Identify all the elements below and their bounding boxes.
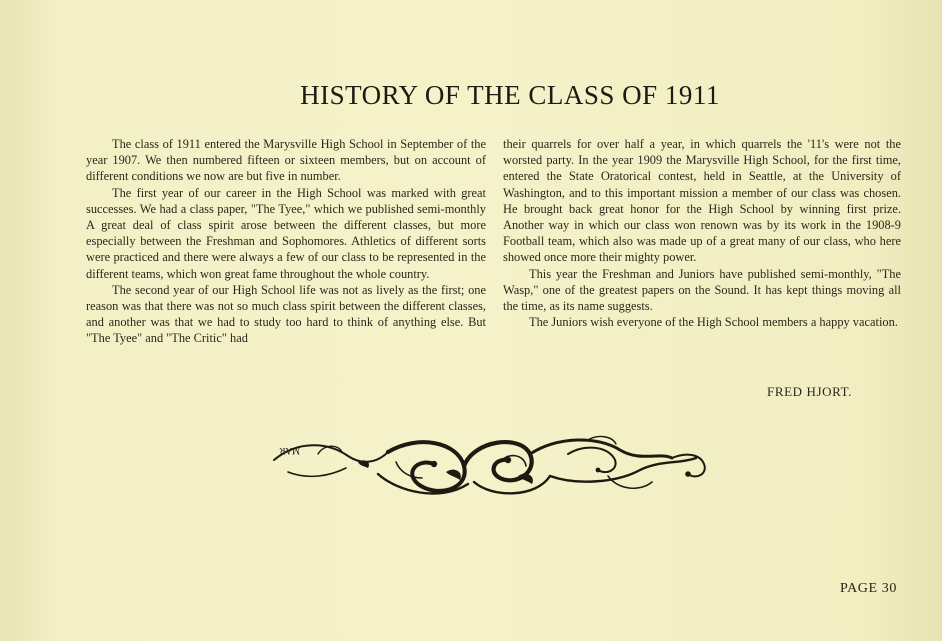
paragraph-2: The first year of our career in the High School was marked with great successes. We had a class paper, "The Tyee," which we published semi-monthly A great deal of class spirit arose between the different classes, but more especially between the Freshman and Sophomores. Athletics of different sorts were practiced and there were always a few of our class to be represented in the different teams, which won great fame throughout the whole country. (86, 185, 486, 281)
page-number: PAGE 30 (840, 581, 897, 596)
author-signature: FRED HJORT. (767, 384, 853, 399)
paragraph-4: This year the Freshman and Juniors have published semi-monthly, "The Wasp," one of the greatest papers on the Sound. It has kept things moving all the time, as its name suggests. (503, 266, 901, 314)
paragraph-1: The class of 1911 entered the Marysville High School in September of the year 1907. We then numbered fifteen or sixteen members, but on account of different conditions we now are but five in number. (86, 137, 486, 184)
paragraph-3: The second year of our High School life was not as lively as the first; one reason was that there was not so much class spirit between the different classes, and another was that we had to study too hard to think of anything else. But "The Tyee" and "The Critic" had (86, 282, 486, 346)
page-title: HISTORY OF THE CLASS OF 1911 (300, 80, 720, 110)
ornament-initials: MAR (279, 446, 300, 456)
right-text-column (503, 136, 901, 330)
paragraph-3-continued: their quarrels for over half a year, in which quarrels the '11's were not the worsted party. In the year 1909 the Marysville High School, for the first time, entered the State Oratorical contest, held in Seattle, at the University of Washington, and to this important mission a member of our class was chosen. He brought back great honor for the High School by winning first prize. Another way in which our class won renown was by its work in the 1908-9 Football team, which also was made up of a great many of our class, who here showed once more their mighty power. (503, 137, 901, 265)
paragraph-5: The Juniors wish everyone of the High School members a happy vacation. (529, 315, 898, 330)
left-text-column (86, 136, 486, 347)
floral-scroll-ornament-icon (268, 432, 720, 502)
